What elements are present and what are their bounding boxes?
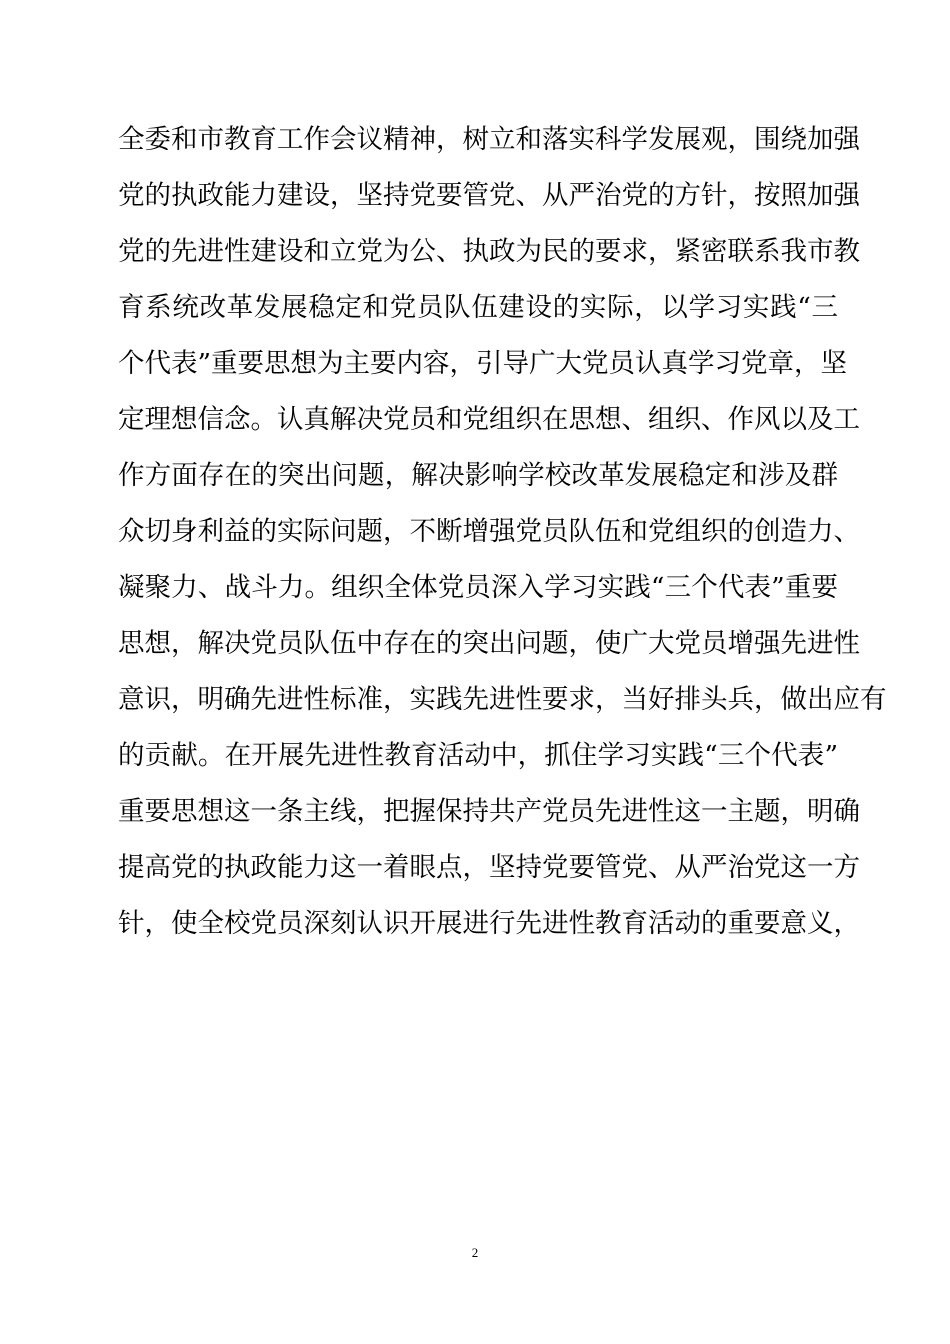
text-line: 的贡献。在开展先进性教育活动中，抓住学习实践“三个代表” [118, 740, 838, 771]
text-line: 提高党的执政能力这一着眼点，坚持党要管党、从严治党这一方 [118, 852, 860, 883]
text-line: 意识，明确先进性标准，实践先进性要求，当好排头兵，做出应有 [118, 684, 887, 715]
text-line: 个代表”重要思想为主要内容，引导广大党员认真学习党章，坚 [118, 348, 848, 379]
text-line: 凝聚力、战斗力。组织全体党员深入学习实践“三个代表”重要 [118, 572, 838, 603]
text-line: 定理想信念。认真解决党员和党组织在思想、组织、作风以及工 [118, 404, 860, 435]
text-line: 育系统改革发展稳定和党员队伍建设的实际，以学习实践“三 [118, 292, 838, 323]
text-line: 针，使全校党员深刻认识开展进行先进性教育活动的重要意义， [118, 908, 860, 939]
text-line: 全委和市教育工作会议精神，树立和落实科学发展观，围绕加强 [118, 124, 860, 155]
text-line: 重要思想这一条主线，把握保持共产党员先进性这一主题，明确 [118, 796, 860, 827]
body-text [118, 112, 887, 952]
text-line: 作方面存在的突出问题，解决影响学校改革发展稳定和涉及群 [118, 460, 838, 491]
text-line: 党的执政能力建设，坚持党要管党、从严治党的方针，按照加强 [118, 180, 860, 211]
text-line: 党的先进性建设和立党为公、执政为民的要求，紧密联系我市教 [118, 236, 860, 267]
text-line: 思想，解决党员队伍中存在的突出问题，使广大党员增强先进性 [118, 628, 860, 659]
text-line: 众切身利益的实际问题，不断增强党员队伍和党组织的创造力、 [118, 516, 860, 547]
page-number: 2 [471, 1245, 479, 1260]
